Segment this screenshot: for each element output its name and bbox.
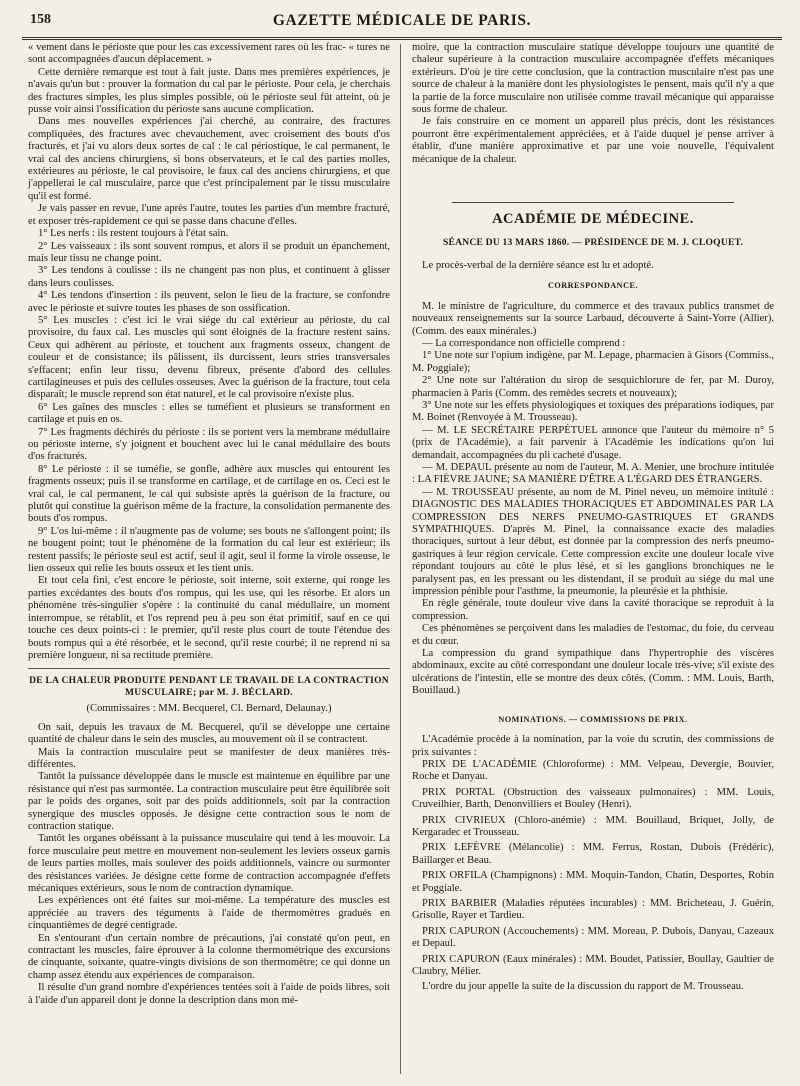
prize-item: PRIX BARBIER (Maladies réputées incurables) : MM. Bricheteau, J. Guérin, Grisolle, Rayer et Tardieu. bbox=[412, 897, 774, 922]
list-item: 9° L'os lui-même : il n'augmente pas de volume; ses bouts ne s'allongent point; ils ne bougent point; tout le phénomène de la formation du cal leur est extérieur; ils restent passifs; le périoste seul est actif, seul il agit, seul il forme la virole osseuse, le lien osseux qui relie les bouts osseux et les tient unis. bbox=[28, 525, 390, 575]
section-rule bbox=[452, 202, 734, 203]
paragraph: Les expériences ont été faites sur moi-même. La température des muscles est appréciée au travers des téguments à l'aide de thermomètres gradués en cinquantièmes de degré centigrade. bbox=[28, 895, 390, 932]
list-item: 1° Une note sur l'opium indigène, par M. Lepage, pharmacien à Gisors (Commiss., M. Poggiale); bbox=[412, 350, 774, 374]
nominations-heading: NOMINATIONS. — COMMISSIONS DE PRIX. bbox=[498, 714, 688, 724]
correspondance-heading: CORRESPONDANCE. bbox=[547, 281, 639, 291]
paragraph: L'ordre du jour appelle la suite de la discussion du rapport de M. Trousseau. bbox=[422, 981, 744, 993]
paragraph: Ces phénomènes se perçoivent dans les maladies de l'estomac, du foie, du cerveau et du cœur. bbox=[412, 623, 774, 647]
list-item: 2° Les vaisseaux : ils sont souvent rompus, et alors il se produit un épanchement, mais leur tissu ne change point. bbox=[28, 240, 390, 264]
list-item: 6° Les gaînes des muscles : elles se tuméfient et plusieurs se transforment en cartilage et puis en os. bbox=[28, 401, 390, 426]
paragraph: La compression du grand sympathique dans l'hypertrophie des viscères abdominaux, excite au côté correspondant une douleur locale très-vive; s'il existe des ulcérations de l'intestin, elle se montre des deux côtés. (Comm. : MM. Louis, Barth, Bouillaud.) bbox=[412, 648, 774, 697]
paragraph: — M. LE SECRÉTAIRE PERPÉTUEL annonce que l'auteur du mémoire n° 5 (prix de l'Académie), a fait parvenir à l'Académie les indications qu'on lui demandait, accompagnées du pli cacheté d'usage. bbox=[412, 424, 774, 461]
list-item: 2° Une note sur l'altération du sirop de sesquichlorure de fer, par M. Duroy, pharmacien à Paris (Comm. des remèdes secrets et nouveaux); bbox=[412, 375, 774, 399]
paragraph: Cette dernière remarque est tout à fait juste. Dans mes premières expériences, je n'avais qu'un but : prouver la formation du cal par le périoste. Pour cela, je cherchais des fractures simples, les plus simples possible, où le périoste seul fût atteint, où je pusse voir ainsi l'ossification du périoste sans aucune complication. bbox=[28, 66, 390, 116]
paragraph: « vement dans le périoste que pour les cas excessivement rares où les frac- « tures ne sont accompagnées d'aucun déplacement. » bbox=[28, 42, 390, 66]
paragraph: En s'entourant d'un certain nombre de précautions, j'ai constaté qu'on peut, en contractant les muscles, faire éprouver à la colonne thermométrique des excursions de cinquante, soixante, quatre-vingts divisions de son thermomètre; ce qui donne un champ assez étendu aux expériences de comparaison. bbox=[28, 932, 390, 981]
paragraph: Il résulte d'un grand nombre d'expériences tentées soit à l'aide de poids libres, soit à l'aide d'un appareil dont je donne la description dans mon mé- bbox=[28, 982, 390, 1006]
list-item: 4° Les tendons d'insertion : ils peuvent, selon le lieu de la fracture, se confondre avec le périoste et suivre toutes les phases de son ossification. bbox=[28, 290, 390, 314]
paragraph: Je fais construire en ce moment un appareil plus précis, dont les résistances pourront être expérimentalement appréciées, et à l'aide duquel je pense arriver à établir, d'une manière approximative et par une voie nouvelle, l'équivalent mécanique de la chaleur. bbox=[412, 116, 774, 165]
paragraph: Je vais passer en revue, l'une après l'autre, toutes les parties d'un membre fracturé, et exposer très-rapidement ce qui se passe dans chacune d'elles. bbox=[28, 203, 390, 227]
page-number: 158 bbox=[30, 12, 51, 27]
paragraph: On sait, depuis les travaux de M. Becquerel, qu'il se développe une certaine quantité de chaleur dans le sein des muscles, au mouvement où il se contractent. bbox=[28, 721, 390, 746]
paragraph: — M. DEPAUL présente au nom de l'auteur, M. A. Menier, une brochure intitulée : LA FIÈVRE JAUNE; SA MANIÈRE D'ÊTRE A L'ÉGARD DES ÉTRANGERS. bbox=[412, 461, 774, 486]
paragraph: M. le ministre de l'agriculture, du commerce et des travaux publics transmet de nouveaux renseignements sur la source Larbaud, découverte à Saint-Yorre (Allier). (Comm. des eaux minérales.) bbox=[412, 300, 774, 337]
paragraph: Tantôt les organes obéissant à la puissance musculaire qui tend à les mouvoir. La force musculaire peut mettre en mouvement non-seulement les leviers osseux garnis de leurs parties molles, mais soulever des poids additionnels, vaincre ou surmonter des résistances variées. Je désigne cette forme de contraction accompagnée d'effets mécaniques extérieurs, sous le nom de contraction dynamique. bbox=[28, 833, 390, 894]
list-item: 3° Les tendons à coulisse : ils ne changent pas non plus, et continuent à glisser dans leurs coulisses. bbox=[28, 265, 390, 289]
page-header bbox=[22, 12, 782, 36]
paragraph: — La correspondance non officielle comprend : bbox=[422, 337, 626, 349]
prize-item: PRIX CAPURON (Eaux minérales) : MM. Boudet, Patissier, Boullay, Gaultier de Claubry, Mélier. bbox=[412, 953, 774, 977]
seance-line: SÉANCE DU 13 MARS 1860. — PRÉSIDENCE DE M. J. CLOQUET. bbox=[442, 237, 744, 249]
prize-item: PRIX CIVRIEUX (Chloro-anémie) : MM. Bouillaud, Briquet, Jolly, de Kergaradec et Trousseau. bbox=[412, 814, 774, 838]
list-item: 7° Les fragments déchirés du périoste : ils se portent vers la membrane médullaire ou périoste interne, s'y joignent et bouchent avec lui le canal médullaire des bouts d'os fracturés. bbox=[28, 426, 390, 463]
paragraph: — M. TROUSSEAU présente, au nom de M. Pinel neveu, un mémoire intitulé : DIAGNOSTIC DES MALADIES THORACIQUES ET ABDOMINALES PAR LA COMPRESSION DES NERFS PNEUMO-GASTRIQUES ET GRANDS SYMPATHIQUES. D'après M. Pinel, la connaissance exacte des maladies thoraciques, surtout à leur début, est donnée par la compression des nerfs pneumo-gastriques à leur région cervicale. Cette compression excite une douleur locale vive répondant toujours au côté le plus lésé, et si les ganglions bronchiques ne le paralysent pas, en les pressant ou les distendant, il se produit au siége du mal une impression pénible pour l'asthme, la pneumonie, la pleurésie et la phthisie. bbox=[412, 486, 774, 598]
header-rule bbox=[22, 37, 782, 38]
paragraph: Le procès-verbal de la dernière séance est lu et adopté. bbox=[422, 259, 654, 271]
academy-title: ACADÉMIE DE MÉDECINE. bbox=[492, 211, 694, 228]
list-item: 3° Une note sur les effets physiologiques et toxiques des préparations iodiques, par M. Boinet (Renvoyée à M. Trousseau). bbox=[412, 399, 774, 424]
prize-item: PRIX LEFÈVRE (Mélancolie) : MM. Ferrus, Rostan, Dubois (Frédéric), Baillarger et Beau. bbox=[412, 842, 774, 866]
paragraph: moire, que la contraction musculaire statique développe toujours une quantité de chaleur supérieure à la contraction musculaire accompagnée d'effets mécaniques extérieurs. D'où je tire cette conclusion, que la contraction musculaire n'est pas une source de chaleur à la manière dont les physiologistes le pensent, mais qu'il n'y a que la partie de la force musculaire non utilisée comme travail mécanique qui apparaisse sous forme de chaleur. bbox=[412, 42, 774, 116]
prize-item: PRIX CAPURON (Accouchements) : MM. Moreau, P. Dubois, Danyau, Cazeaux et Depaul. bbox=[412, 925, 774, 950]
journal-title: GAZETTE MÉDICALE DE PARIS. bbox=[272, 12, 532, 29]
prize-item: PRIX DE L'ACADÉMIE (Chloroforme) : MM. Velpeau, Devergie, Bouvier, Roche et Danyau. bbox=[412, 758, 774, 783]
paragraph: En règle générale, toute douleur vive dans la cavité thoracique se reproduit à la compression. bbox=[412, 598, 774, 622]
list-item: 8° Le périoste : il se tuméfie, se gonfle, adhère aux muscles qui entourent les fragments osseux; puis il se transforme en cartilage, et de cartilage en os. Ceci est le vrai cal, le cal permanent, le cal qui subsiste après la guérison de la fracture, ou plutôt qui constitue la guérison même de la fracture, la consolidation permanente des bouts d'os rompus. bbox=[28, 463, 390, 525]
paragraph: L'Académie procède à la nomination, par la voie du scrutin, des commissions de prix suivantes : bbox=[412, 734, 774, 758]
left-column bbox=[28, 42, 390, 1007]
paragraph: Mais la contraction musculaire peut se manifester de deux manières très-différentes. bbox=[28, 746, 390, 770]
right-column bbox=[412, 42, 774, 994]
commissaires: (Commissaires : MM. Becquerel, Cl. Bernard, Delaunay.) bbox=[86, 703, 332, 715]
column-separator bbox=[400, 44, 401, 1074]
prize-item: PRIX ORFILA (Champignons) : MM. Moquin-Tandon, Chatin, Desportes, Robin et Poggiale. bbox=[412, 870, 774, 894]
prize-item: PRIX PORTAL (Obstruction des vaisseaux pulmonaires) : MM. Louis, Cruveilhier, Barth, Denonvilliers et Bouley (Henri). bbox=[412, 786, 774, 811]
paragraph: Tantôt la puissance développée dans le muscle est maintenue en équilibre par une résistance qui n'est pas surmontée. La contraction musculaire peut être équilibrée soit par le poids des organes, soit par des poids additionnels, soit par la contraction synergique des muscles opposés. Je désigne cette contraction sous le nom de contraction statique. bbox=[28, 771, 390, 832]
list-item: 5° Les muscles : c'est ici le vrai siége du cal extérieur au périoste, du cal provisoire, du faux cal. Les muscles qui sont éloignés de la fracture restent sains. Ceux qui adhèrent au périoste, et touchent aux fragments osseux, changent de couleur et de consistance; ils pâlissent, ils durcissent, leurs stries transversales s'effacent; enfin leur tissu, devenu fibreux, présente d'abord des cellules cartilagineuses et puis des cellules osseuses. Avec la guérison de la fracture, tout cela disparaît; le muscle reprend son état naturel, et le cal provisoire n'existe plus. bbox=[28, 314, 390, 401]
header-rule-2 bbox=[22, 39, 782, 40]
list-item: 1° Les nerfs : ils restent toujours à l'état sain. bbox=[38, 228, 229, 240]
paragraph: Et tout cela fini, c'est encore le périoste, soit interne, soit externe, qui ronge les parties excédantes des bouts d'os rompus, qui les use, qui les résorbe. Et alors un phénomène très-singulier s'opère : la continuité du canal médullaire, un moment interrompue, se rétablit, et l'os reprend peu à peu son état primitif, sauf en ce qui touche ces deux points-ci : le premier, qu'il reste plus court de toute l'étendue des bouts rompus qui a été résorbée, et le second, qu'il reste courbé; il ne reprend ni sa première longueur, ni sa rectitude première. bbox=[28, 575, 390, 661]
paragraph: Dans mes nouvelles expériences j'ai cherché, au contraire, des fractures compliquées, des fractures avec chevauchement, avec croisement des bouts d'os fracturés, et j'ai vu alors deux sortes de cal : le cal périostique, le cal permanent, le vrai cal des anciens chirurgiens, si bons observateurs, et le cal des parties molles, extérieures au périoste, le cal provisoire, le faux cal des anciens chirurgiens, et que j'appellerai le cal musculaire, parce que c'est principalement par le tissu musculaire qu'il est formé. bbox=[28, 116, 390, 202]
section-rule bbox=[28, 668, 390, 669]
article-title: DE LA CHALEUR PRODUITE PENDANT LE TRAVAIL DE LA CONTRACTION MUSCULAIRE; par M. J. BÉCLARD. bbox=[29, 676, 389, 699]
